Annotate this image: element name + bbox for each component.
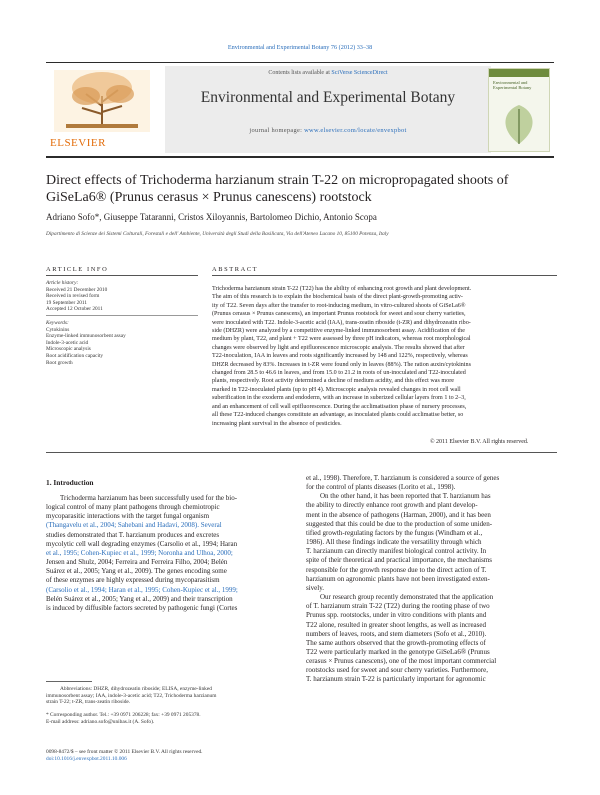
title-line-1: Direct effects of Trichoderma harzianum strain T-22 on micropropagated shoots of: [46, 173, 509, 188]
keyword-item: Root acidification capacity: [46, 352, 104, 359]
affiliation: Dipartimento di Scienze dei Sistemi Colturali, Forestali e dell' Ambiente, Università degli Studi della Basilicata, Via dell'Ateneo Lucano 10, 85100 Potenza, Italy: [46, 231, 389, 237]
header-center: [165, 66, 491, 153]
abstract-line: changed from 28.5 to 46.6 in leaves, and from 15.0 to 21.2 in roots of un-inoculated and T22-inoculated: [212, 370, 466, 377]
abstract-heading: ABSTRACT: [212, 266, 259, 273]
intro-line: for the control of plants diseases (Lorito et al., 1998).: [306, 483, 456, 492]
copyright-notice: © 2011 Elsevier B.V. All rights reserved.: [430, 439, 529, 445]
intro-line: cerasus × Prunus canescens), one of the most important commercial: [306, 657, 497, 666]
intro-line: of T. harzianum strain T-22 (T22) during the rooting phase of two: [306, 602, 490, 611]
intro-line: mycoparasitic interactions with the target fungal organism: [46, 512, 210, 521]
intro-line: spite of their theoretical and practical importance, the mechanisms: [306, 556, 493, 565]
abstract-line: changes were observed by light and epifluorescence microscopic analysis. The results showed that after: [212, 344, 465, 351]
abstract-line: and an enhancement of cell wall epifluorescence. During the acclimatisation phase of nursery processes,: [212, 403, 467, 410]
intro-line[interactable]: (Thangavelu et al., 2004; Sahebani and Hadavi, 2008). Several: [46, 521, 222, 530]
homepage-link[interactable]: www.elsevier.com/locate/envexpbot: [304, 127, 407, 134]
intro-line: Jensen and Shulz, 2004; Ferreira and Ferreira Filho, 2004; Belén: [46, 558, 228, 567]
header-bottom-rule: [46, 156, 554, 158]
keywords-label: Keywords:: [46, 320, 69, 326]
intro-left-column: [46, 494, 297, 613]
abstract-line: The aim of this research is to explain the biochemical basis of the direct plant-growth-promoting activ-: [212, 294, 463, 301]
intro-line: rootstocks used for sweet and sour cherry varieties. Furthermore,: [306, 666, 488, 675]
intro-line: harzianum on agronomic plants have not been investigated exten-: [306, 574, 490, 583]
history-item: Received in revised form: [46, 293, 100, 300]
footnote-rule: [46, 681, 92, 682]
abstract-body: [212, 285, 557, 428]
intro-line: tified growth-regulating factors by the fungus (Windham et al.,: [306, 528, 483, 537]
intro-line: T22 alone, resulted in greater shoot lengths, as well as increased: [306, 620, 486, 629]
intro-line: numbers of leaves, roots, and stem diameters (Sofo et al., 2010).: [306, 629, 487, 638]
homepage-prefix: journal homepage:: [249, 127, 305, 134]
intro-line: T. harzianum strain T-22 is particularly important for agronomic: [306, 675, 486, 684]
corresponding-author: * Corresponding author. Tel.: +39 0971 206228; fax: +39 0971 205378.: [46, 712, 201, 719]
article-history: [46, 280, 198, 313]
journal-citation[interactable]: Environmental and Experimental Botany 76 (2012) 33–38: [227, 44, 373, 51]
keywords-block: [46, 320, 198, 366]
article-info-rule: [46, 275, 198, 276]
intro-line: ment in the absence of pathogens (Harman, 2000), and it has been: [306, 510, 491, 519]
keyword-item: Microscopic analysis: [46, 346, 91, 353]
article-title: [46, 172, 566, 206]
sciencedirect-link[interactable]: SciVerse ScienceDirect: [331, 70, 388, 76]
abstract-line: DHZR decreased by 83%. Increases in t-ZR were found only in leaves (88%). The ration auxin/cytokinins: [212, 361, 471, 368]
intro-line: 1986). All these findings indicate the versatility through which: [306, 538, 482, 547]
abstract-line: T22-inoculation, IAA in leaves and roots significantly increased by 148 and 122%, respectively, whereas: [212, 353, 468, 360]
journal-homepage: [165, 127, 491, 134]
cover-title: Environmental and Experimental Botany: [493, 80, 532, 90]
article-info-heading: ARTICLE INFO: [46, 266, 109, 273]
contents-prefix: Contents lists available at: [268, 70, 332, 76]
abstract-line: marked in T22-inoculated plants (up to pH 4). Microscopic analysis revealed changes in root cell wall: [212, 386, 461, 393]
intro-line: T. harzianum can directly manifest biological control activity. In: [306, 547, 487, 556]
elsevier-tree-icon: [46, 66, 158, 136]
abstract-line: were inoculated with T22. Indole-3-acetic acid (IAA), trans-zeatin riboside (t-ZR) and dihydrozeatin ribo-: [212, 319, 471, 326]
abbreviations-line: immunosorbent assay; IAA, indole-3-acetic acid; T22, Trichoderma harzianum: [46, 692, 217, 699]
abstract-line: medium by plant, T22, and plant + T22 were assessed by three pH indicators, whereas root morphological: [212, 336, 471, 343]
journal-title: Environmental and Experimental Botany: [200, 89, 456, 106]
keyword-item: Enzyme-linked immunosorbent assay: [46, 333, 126, 340]
abstract-rule: [212, 275, 557, 276]
history-item: 19 September 2011: [46, 299, 87, 306]
cover-leaf-icon: [489, 99, 549, 149]
intro-line: logical control of many plant pathogens through chemiotropic: [46, 503, 220, 512]
intro-line: T22 were particularly marked in the genotype GiSeLa6® (Prunus: [306, 647, 490, 656]
intro-line: et al., 1998). Therefore, T. harzianum is considered a source of genes: [306, 474, 500, 482]
abstract-line: Trichoderma harzianum strain T-22 (T22) has the ability of enhancing root growth and plant development.: [212, 286, 472, 292]
intro-line: mycolytic cell wall degrading enzymes (Carsolio et al., 1994; Haran: [46, 539, 238, 548]
email-address[interactable]: E-mail address: adriano.sofo@unibas.it (A. Sofo).: [46, 718, 155, 725]
intro-line: responsible for the growth response due to the direct action of T.: [306, 565, 487, 574]
intro-line: Prunus spp. rootstocks, under in vitro conditions with plants and: [306, 611, 487, 620]
intro-line: studies demonstrated that T. harzianum produces and excretes: [46, 530, 220, 539]
intro-line: sively.: [306, 583, 325, 592]
history-divider: [46, 315, 198, 316]
cover-stripe: [489, 69, 549, 77]
intro-line: On the other hand, it has been reported that T. harzianum has: [320, 492, 491, 501]
abstract-line: suberification in the exoderm and endoderm, with an increase in suberized cellular layers from 1 to 2–3,: [212, 395, 466, 402]
intro-heading: 1. Introduction: [46, 478, 94, 487]
journal-header: [46, 66, 554, 154]
footnotes: [46, 686, 297, 726]
abstract-line: plants, respectively. Root activity determined a decline of medium acidity, and this effect was more: [212, 378, 454, 385]
intro-line[interactable]: (Carsolio et al., 1994; Haran et al., 1995; Cohen-Kupiec et al., 1999;: [46, 585, 238, 594]
abstract-line: increasing plant survival in the absence of pesticides.: [212, 420, 342, 427]
abstract-line: ity of T22. Seven days after the transfer to root-inducing medium, in vitro-cultured shoots of GiSeLa6®: [212, 302, 466, 309]
abstract-bottom-rule: [46, 452, 557, 453]
title-line-2: GiSeLa6® (Prunus cerasus × Prunus canescens) rootstock: [46, 190, 372, 205]
abstract-line: all these T22-induced changes constitute an advantage, as inoculated plants could acclimatise better, so: [212, 412, 464, 419]
history-item: Received 21 December 2010: [46, 286, 108, 293]
doi-link[interactable]: doi:10.1016/j.envexpbot.2011.10.006: [46, 755, 127, 762]
abstract-line: side (DHZR) were analyzed by a competitive enzyme-linked immunosorbent assay. Acidification of the: [212, 328, 465, 335]
keyword-item: Indole-3-acetic acid: [46, 339, 89, 346]
intro-line: Our research group recently demonstrated that the application: [320, 593, 494, 602]
history-label: Article history:: [46, 280, 79, 286]
abbreviations-line: strain T-22; t-ZR, trans-zeatin riboside.: [46, 699, 131, 706]
keyword-item: Cytokinins: [46, 326, 70, 333]
abstract-line: (Prunus cerasus × Prunus canescens), an important Prunus rootstock for sweet and sour cherry varieties,: [212, 311, 466, 318]
intro-line: is induced by diffusible factors secreted by pathogenic fungi (Cortes: [46, 603, 238, 612]
journal-cover-thumbnail[interactable]: [488, 68, 550, 152]
keyword-item: Root growth: [46, 359, 73, 366]
front-matter: [46, 749, 346, 762]
publisher-name: ELSEVIER: [50, 137, 106, 149]
history-item: Accepted 12 October 2011: [46, 306, 103, 313]
header-top-rule: [46, 62, 554, 63]
intro-line: of these enzymes are highly expressed during mycoparasitism: [46, 576, 220, 585]
intro-line: The same authors observed that the growth-promoting effects of: [306, 638, 486, 647]
intro-line: Belén Suárez et al., 2005; Yang et al., 2009) and their transcription: [46, 594, 233, 603]
intro-line: suggested that this could be due to the production of some uniden-: [306, 519, 493, 528]
intro-line: Suárez et al., 2005; Yang et al., 2009). The genes encoding some: [46, 567, 227, 576]
contents-line: [165, 70, 491, 76]
author-list: Adriano Sofo*, Giuseppe Tataranni, Cristos Xiloyannis, Bartolomeo Dichio, Antonio Scopa: [46, 212, 377, 222]
abbreviations-line: Abbreviations: DHZR, dihydrozeatin riboside; ELISA, enzyme-linked: [60, 686, 212, 692]
issn-line: 0098-8472/$ – see front matter © 2011 Elsevier B.V. All rights reserved.: [46, 749, 203, 755]
elsevier-logo[interactable]: [46, 66, 158, 153]
intro-line: the ability to directly enhance root growth and plant develop-: [306, 501, 478, 510]
intro-right-column: [306, 474, 557, 685]
intro-line[interactable]: et al., 1995; Cohen-Kupiec et al., 1999; Noronha and Ulhoa, 2000;: [46, 548, 233, 557]
intro-line: Trichoderma harzianum has been successfully used for the bio-: [60, 494, 238, 502]
